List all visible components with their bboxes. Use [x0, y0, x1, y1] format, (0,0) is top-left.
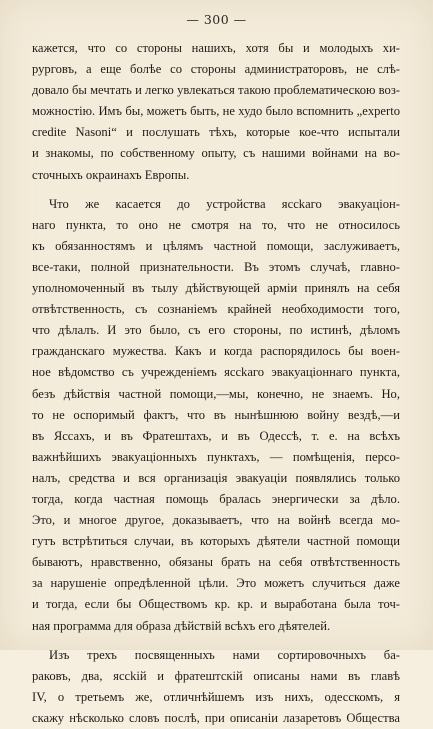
text-line: налъ, средства и вся организація эвакуаціи появлялись только	[32, 470, 400, 485]
text-line: за нарушеніе опредѣленной цѣли. Это можетъ случиться даже	[32, 576, 400, 591]
text-line: и знакомы, по собственному опыту, съ нашими войнами на во-	[32, 146, 400, 161]
page-number: — 300 —	[186, 12, 247, 27]
text-line: Что же касается до устройства яссkаго эвакуаціон-	[49, 196, 400, 211]
text-line: можностію. Имъ бы, можетъ быть, не худо было вспомнить „experto	[32, 104, 400, 119]
text-line: гражданскаго мужества. Какъ и когда распорядилось бы воен-	[32, 344, 400, 359]
text-line: Изъ трехъ посвященныхъ нами сортировочныхъ ба-	[49, 647, 400, 662]
text-line: ная программа для образа дѣйствій всѣхъ его дѣятелей.	[32, 618, 331, 633]
text-line: скажу нѣсколько словъ послѣ, при описаніи лазаретовъ Общества	[32, 710, 400, 725]
text-line: безъ дѣйствія частной помощи,—мы, конечно, не знаемъ. Но,	[32, 386, 400, 401]
text-line: Это, и многое другое, доказываетъ, что на войнѣ всегда мо-	[32, 513, 400, 528]
text-line: кажется, что со стороны нашихъ, хотя бы и молодыхъ хи-	[32, 41, 400, 55]
text-line: рурговъ, а еще болѣе со стороны администраторовъ, не слѣ-	[32, 62, 400, 77]
text-line: IV, о третьемъ же, отличнѣйшемъ изъ нихъ, одесскомъ, я	[32, 689, 400, 704]
text-line: довало бы мечтать и легко увлекаться такою проблематическою воз-	[32, 83, 400, 98]
text-line: отвѣтственность, съ сознаніемъ крайней необходимости того,	[32, 302, 400, 317]
text-line: наго пункта, то оно не смотря на то, что не относилось	[32, 217, 400, 232]
text-line: тогда, когда частная помощь бралась энергически за дѣло.	[32, 491, 400, 506]
text-line: гутъ встрѣтиться случаи, въ которыхъ дѣятели частной помощи	[32, 534, 400, 549]
text-line: сточныхъ окраинахъ Европы.	[32, 167, 190, 182]
text-line: раковъ, два, яссkій и фратештскій описаны нами въ главѣ	[32, 668, 400, 683]
text-line: важнѣйшихъ эвакуаціонныхъ пунктахъ, — помѣщенія, персо-	[32, 449, 400, 464]
paragraph-1	[32, 38, 400, 186]
text-line: то не оспоримый фактъ, что въ нынѣшнюю войну вездѣ,—и	[32, 407, 400, 422]
paragraph-3	[32, 645, 400, 729]
text-line: credite Nasoni“ и послушать тѣхъ, которые кое-что испытали	[32, 125, 400, 140]
text-line: въ Яссахъ, и въ Фратештахъ, и въ Одессѣ, т. е. на всѣхъ	[32, 428, 400, 443]
text-line: все-таки, полной признательности. Въ этомъ случаѣ, главно-	[32, 259, 400, 274]
text-line: и тогда, если бы Обществомъ кр. кр. и выработана была точ-	[32, 597, 400, 612]
text-line: къ обязанностямъ и цѣлямъ частной помощи, заслуживаетъ,	[32, 238, 400, 253]
paragraph-2	[32, 194, 400, 637]
page-body	[32, 38, 400, 729]
text-line: ное вѣдомство съ учрежденіемъ яссkаго эвакуаціоннаго пункта,	[32, 365, 400, 380]
text-line: бываютъ, нравственно, обязаны брать на себя отвѣтственность	[32, 555, 400, 570]
text-line: уполномоченный въ тылу дѣйствующей арміи принялъ на себя	[32, 281, 400, 296]
text-line: что дѣлалъ. И это было, съ его стороны, по истинѣ, дѣломъ	[32, 323, 400, 338]
